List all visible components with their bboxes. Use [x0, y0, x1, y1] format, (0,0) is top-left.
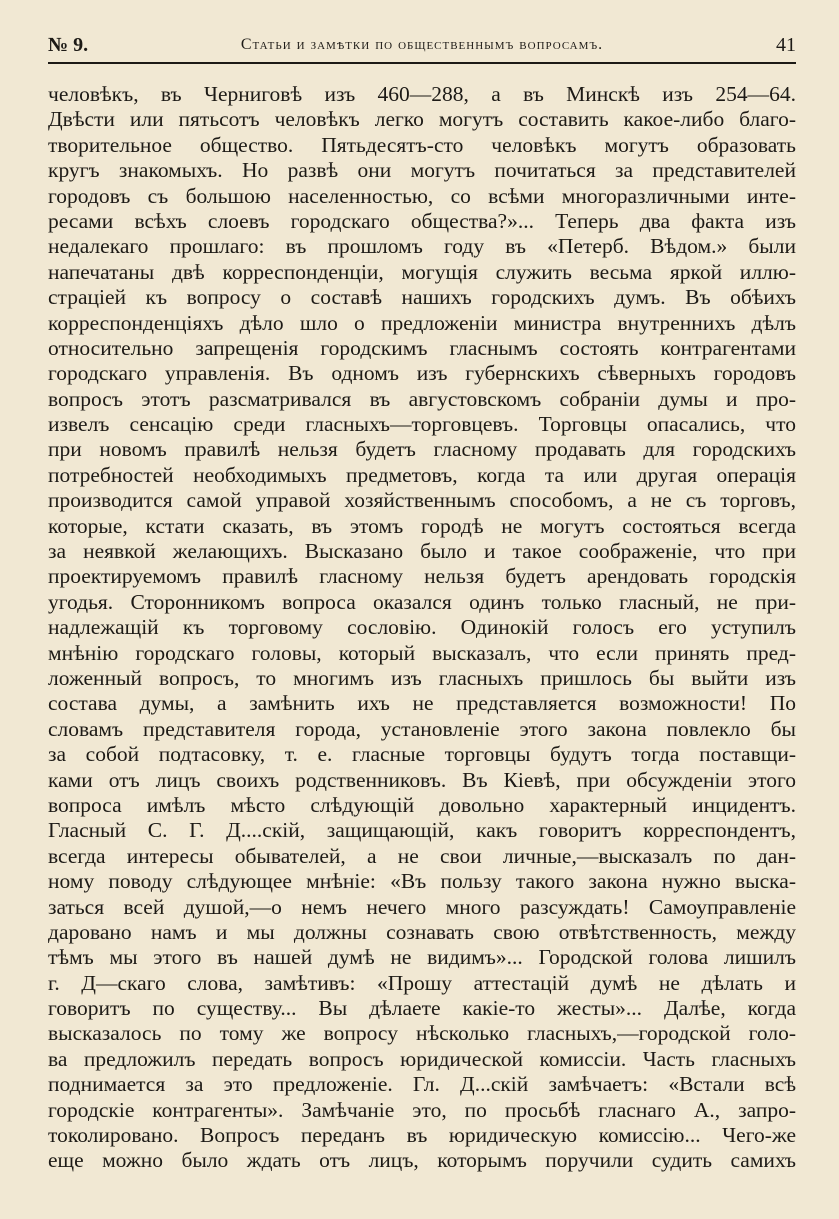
page-number: 41	[776, 34, 796, 56]
text-line: г. Д—скаго слова, замѣтивъ: «Прошу аттестацій думѣ не дѣлать и	[48, 970, 796, 995]
text-line: Двѣсти или пятьсотъ человѣкъ легко могутъ составить какое-либо благо-	[48, 107, 796, 132]
text-line: производится самой управой хозяйственнымъ способомъ, а не съ торговъ,	[48, 488, 796, 513]
running-header	[48, 30, 796, 62]
text-line: состава думы, а замѣнить ихъ не представляется возможности! По	[48, 691, 796, 716]
text-line: угодья. Сторонникомъ вопроса оказался одинъ только гласный, не при-	[48, 589, 796, 614]
text-line: токолировано. Вопросъ переданъ въ юридическую комиссію... Чего-же	[48, 1123, 796, 1148]
text-line: даровано намъ и мы должны сознавать свою отвѣтственность, между	[48, 919, 796, 944]
text-line: за неявкой желающихъ. Высказано было и такое соображеніе, что при	[48, 539, 796, 564]
text-line: мнѣнію городскаго головы, который высказалъ, что если принять пред-	[48, 640, 796, 665]
text-line: говоритъ по существу... Вы дѣлаете какіе-то жесты»... Далѣе, когда	[48, 996, 796, 1021]
text-line: городскаго управленія. Въ одномъ изъ губернскихъ сѣверныхъ городовъ	[48, 361, 796, 386]
text-line: всегда интересы обывателей, а не свои личные,—высказалъ по дан-	[48, 843, 796, 868]
text-line: относительно запрещенія городскимъ гласнымъ состоять контрагентами	[48, 335, 796, 360]
issue-number: № 9.	[48, 34, 89, 56]
text-line: ва предложилъ передать вопросъ юридической комиссіи. Часть гласныхъ	[48, 1046, 796, 1071]
text-line: при новомъ правилѣ нельзя будетъ гласному продавать для городскихъ	[48, 437, 796, 462]
text-line: ресами всѣхъ слоевъ городскаго общества?»... Теперь два факта изъ	[48, 208, 796, 233]
text-line: потребностей необходимыхъ предметовъ, когда та или другая операція	[48, 462, 796, 487]
text-line: вопросъ этотъ разсматривался въ августовскомъ собраніи думы и про-	[48, 386, 796, 411]
text-line: напечатаны двѣ корреспонденціи, могущія служить весьма яркой иллю-	[48, 259, 796, 284]
text-line: поднимается за это предложеніе. Гл. Д...скій замѣчаетъ: «Встали всѣ	[48, 1072, 796, 1097]
running-title: Статьи и замѣтки по общественнымъ вопросамъ.	[240, 36, 604, 53]
text-line: еще можно было ждать отъ лицъ, которымъ поручили судить самихъ	[48, 1148, 796, 1173]
text-line: вопроса имѣлъ мѣсто слѣдующій довольно характерный инцидентъ.	[48, 792, 796, 817]
text-line: за собой подтасовку, т. е. гласные торговцы будутъ тогда поставщи-	[48, 742, 796, 767]
text-line: словамъ представителя города, установленіе этого закона повлекло бы	[48, 716, 796, 741]
text-line: тѣмъ мы этого въ нашей думѣ не видимъ»... Городской голова лишилъ	[48, 945, 796, 970]
header-rule	[48, 62, 796, 64]
text-line: проектируемомъ правилѣ гласному нельзя будетъ арендовать городскія	[48, 564, 796, 589]
text-line: кругъ знакомыхъ. Но развѣ они могутъ почитаться за представителей	[48, 158, 796, 183]
text-line: городовъ съ большою населенностью, со всѣми многоразличными инте-	[48, 183, 796, 208]
text-line: высказалось по тому же вопросу нѣсколько гласныхъ,—городской голо-	[48, 1021, 796, 1046]
text-line: ками отъ лицъ своихъ родственниковъ. Въ Кіевѣ, при обсужденіи этого	[48, 767, 796, 792]
text-line: человѣкъ, въ Черниговѣ изъ 460—288, а въ Минскѣ изъ 254—64.	[48, 82, 796, 106]
text-line: корреспонденціяхъ дѣло шло о предложеніи министра внутреннихъ дѣлъ	[48, 310, 796, 335]
text-line: недалекаго прошлаго: въ прошломъ году въ «Петерб. Вѣдом.» были	[48, 234, 796, 259]
text-line: надлежащій къ торговому сословію. Одинокій голосъ его уступилъ	[48, 615, 796, 640]
text-line: Гласный С. Г. Д....скій, защищающій, какъ говоритъ корреспондентъ,	[48, 818, 796, 843]
text-line: извелъ сенсацію среди гласныхъ—торговцевъ. Торговцы опасались, что	[48, 412, 796, 437]
text-line: творительное общество. Пятьдесятъ-сто человѣкъ могутъ образовать	[48, 132, 796, 157]
text-line: городскіе контрагенты». Замѣчаніе это, по просьбѣ гласнаго А., запро-	[48, 1097, 796, 1122]
text-line: заться всей душой,—о немъ нечего много разсуждать! Самоуправленіе	[48, 894, 796, 919]
body-text	[48, 82, 796, 1174]
text-line: страціей къ вопросу о составѣ нашихъ городскихъ думъ. Въ обѣихъ	[48, 285, 796, 310]
text-line: ложенный вопросъ, то многимъ изъ гласныхъ пришлось бы выйти изъ	[48, 665, 796, 690]
text-line: ному поводу слѣдующее мнѣніе: «Въ пользу такого закона нужно выска-	[48, 869, 796, 894]
text-line: которые, кстати сказать, въ этомъ городѣ не могутъ состояться всегда	[48, 513, 796, 538]
